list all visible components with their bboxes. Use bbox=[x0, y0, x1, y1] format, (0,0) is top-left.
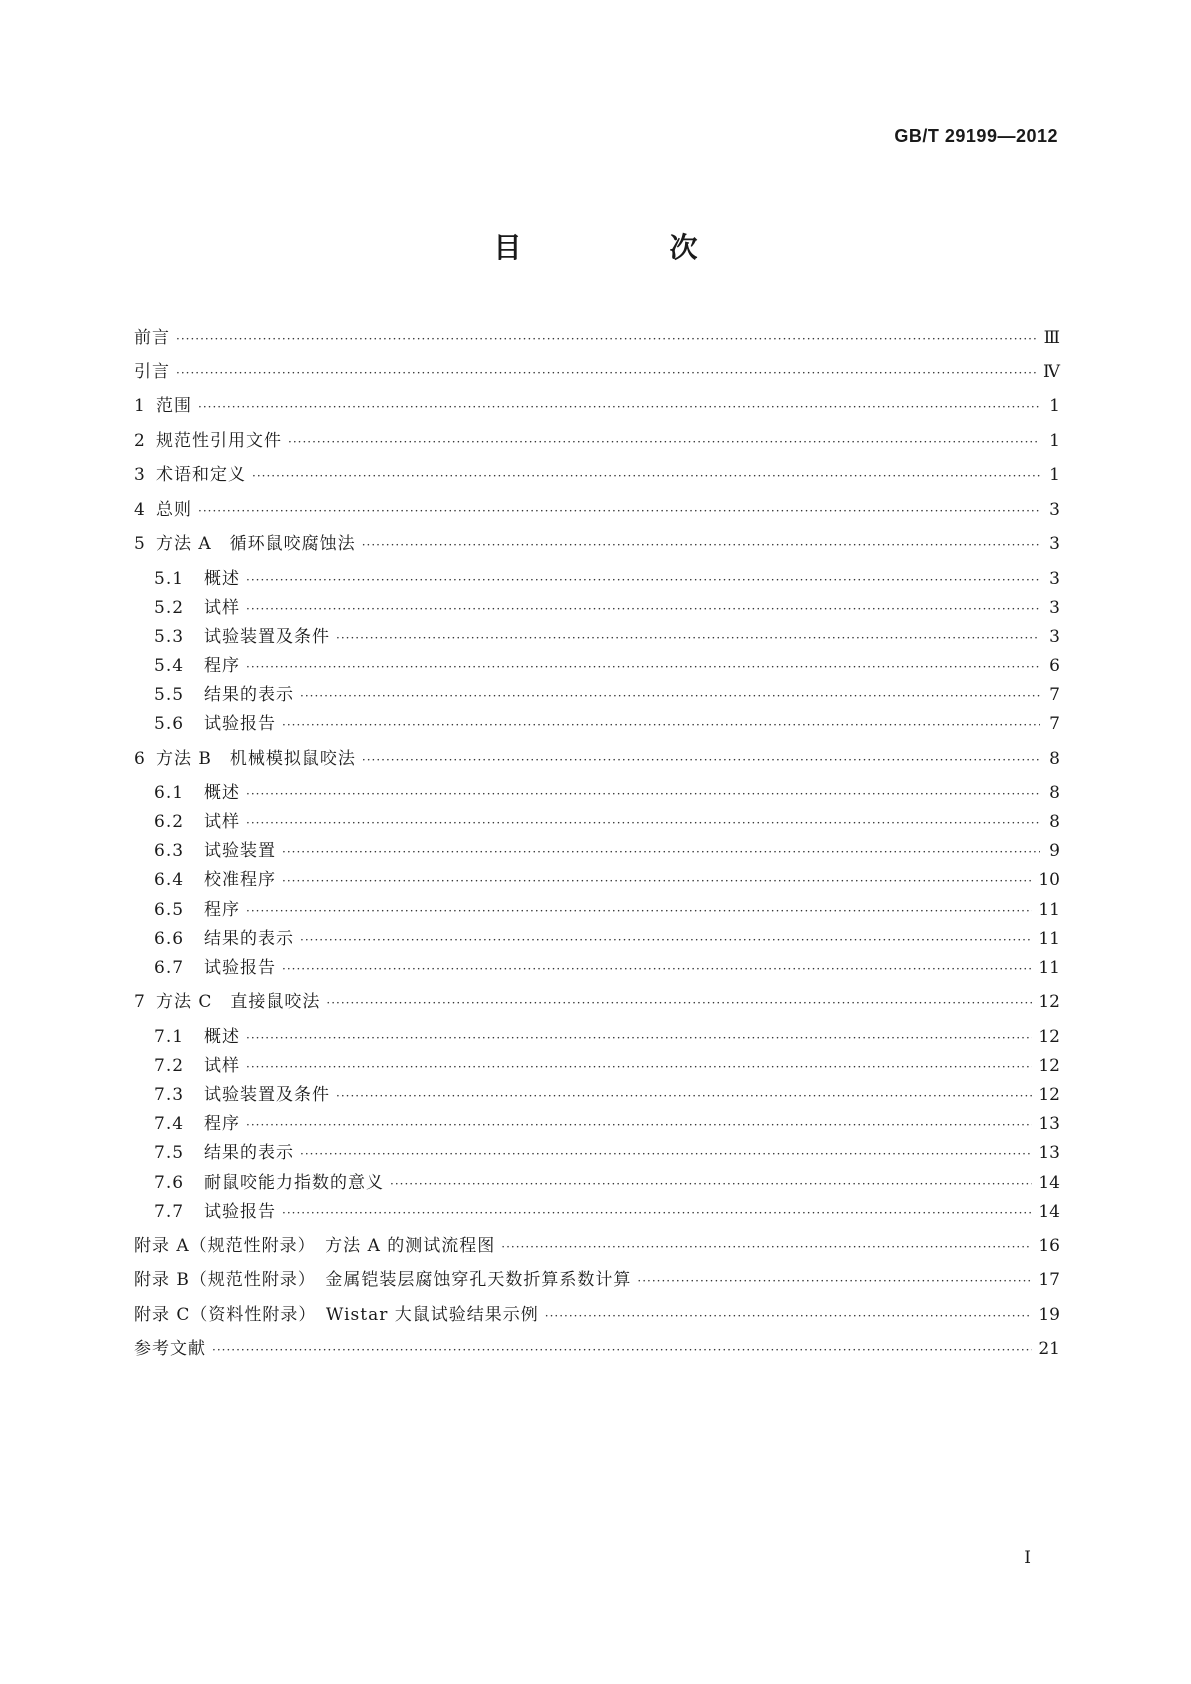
toc-entry[interactable] bbox=[154, 682, 1060, 708]
toc-entry-title: 方法 A 循环鼠咬腐蚀法 bbox=[156, 534, 356, 554]
dot-leader bbox=[300, 683, 1040, 709]
toc-entry-title: 试样 bbox=[204, 598, 240, 618]
toc-entry-page: 3 bbox=[1049, 534, 1060, 554]
toc-entry-title: 附录 A（规范性附录） 方法 A 的测试流程图 bbox=[134, 1236, 496, 1256]
toc-entry-label bbox=[154, 711, 282, 737]
toc-entry[interactable] bbox=[134, 393, 1060, 419]
toc-entry-title: 试验报告 bbox=[204, 714, 276, 734]
toc-entry-page: 3 bbox=[1049, 627, 1060, 647]
dot-leader bbox=[545, 1303, 1033, 1329]
toc-entry-label bbox=[154, 955, 282, 981]
toc-entry-label bbox=[154, 595, 246, 621]
toc-entry-number: 5 bbox=[134, 534, 146, 554]
dot-leader bbox=[176, 326, 1038, 352]
toc-entry-number: 5.4 bbox=[154, 656, 185, 676]
toc-entry-title: 试验报告 bbox=[204, 1202, 276, 1222]
toc-entry[interactable] bbox=[134, 1302, 1060, 1328]
standard-number: GB/T 29199—2012 bbox=[894, 126, 1058, 146]
toc-entry-page: 11 bbox=[1038, 929, 1060, 949]
toc-entry-page: 14 bbox=[1038, 1202, 1060, 1222]
toc-entry[interactable] bbox=[154, 624, 1060, 650]
toc-entry-page: 7 bbox=[1049, 685, 1060, 705]
toc-entry-page: 12 bbox=[1038, 992, 1060, 1012]
toc-entry-label bbox=[154, 653, 246, 679]
toc-entry[interactable] bbox=[154, 1140, 1060, 1166]
toc-entry-title: 结果的表示 bbox=[204, 685, 294, 705]
dot-leader bbox=[288, 429, 1040, 455]
toc-entry-number: 6.7 bbox=[154, 958, 185, 978]
toc-entry-page: 3 bbox=[1049, 500, 1060, 520]
toc-entry-title: 附录 B（规范性附录） 金属铠装层腐蚀穿孔天数折算系数计算 bbox=[134, 1270, 632, 1290]
toc-entry-page: 3 bbox=[1049, 569, 1060, 589]
toc-entry-title: 结果的表示 bbox=[204, 1143, 294, 1163]
toc-entry-title: 范围 bbox=[156, 396, 192, 416]
toc-entry-number: 7.4 bbox=[154, 1114, 185, 1134]
toc-entry-label bbox=[134, 1267, 637, 1293]
toc-entry[interactable] bbox=[134, 1267, 1060, 1293]
dot-leader bbox=[282, 956, 1032, 982]
toc-entry-title: 方法 B 机械模拟鼠咬法 bbox=[156, 749, 356, 769]
dot-leader bbox=[198, 498, 1040, 524]
toc-entry[interactable] bbox=[154, 955, 1060, 981]
toc-entry[interactable] bbox=[154, 1170, 1060, 1196]
toc-entry-page: 7 bbox=[1049, 714, 1060, 734]
toc-entry-number: 7.5 bbox=[154, 1143, 185, 1163]
toc-entry-title: 程序 bbox=[204, 656, 240, 676]
toc-entry-label bbox=[154, 926, 300, 952]
toc-entry-label bbox=[154, 897, 246, 923]
toc-entry-number: 5.2 bbox=[154, 598, 185, 618]
toc-entry-number: 4 bbox=[134, 500, 146, 520]
toc-entry-page: 1 bbox=[1049, 465, 1060, 485]
toc-entry-title: 前言 bbox=[134, 328, 170, 348]
toc-entry[interactable] bbox=[154, 1053, 1060, 1079]
toc-entry-number: 3 bbox=[134, 465, 146, 485]
toc-entry[interactable] bbox=[134, 428, 1060, 454]
toc-entry-number: 7.2 bbox=[154, 1056, 185, 1076]
page-number: Ⅰ bbox=[1024, 1548, 1031, 1568]
toc-entry-number: 5.6 bbox=[154, 714, 185, 734]
toc-entry[interactable] bbox=[154, 1024, 1060, 1050]
dot-leader bbox=[176, 360, 1037, 386]
dot-leader bbox=[362, 532, 1040, 558]
toc-entry-label bbox=[134, 1302, 545, 1328]
toc-entry[interactable] bbox=[154, 566, 1060, 592]
toc-entry-title: 总则 bbox=[156, 500, 192, 520]
dot-leader bbox=[390, 1171, 1032, 1197]
toc-entry-title: 参考文献 bbox=[134, 1339, 206, 1359]
toc-entry-label bbox=[154, 1111, 246, 1137]
toc-entry[interactable] bbox=[154, 595, 1060, 621]
toc-entry-page: 8 bbox=[1049, 783, 1060, 803]
dot-leader bbox=[362, 747, 1040, 773]
toc-entry-page: 8 bbox=[1049, 749, 1060, 769]
dot-leader bbox=[336, 1083, 1032, 1109]
toc-entry-number: 6 bbox=[134, 749, 146, 769]
toc-entry-label bbox=[134, 1233, 501, 1259]
toc-entry-page: 16 bbox=[1038, 1236, 1060, 1256]
dot-leader bbox=[246, 1054, 1032, 1080]
page-title: 目 次 bbox=[493, 231, 758, 264]
toc-entry-label bbox=[154, 838, 282, 864]
dot-leader bbox=[246, 810, 1040, 836]
dot-leader bbox=[198, 394, 1040, 420]
toc-entry-label bbox=[134, 359, 176, 385]
dot-leader bbox=[501, 1234, 1032, 1260]
toc-entry-label bbox=[154, 1140, 300, 1166]
toc-entry-label bbox=[134, 531, 362, 557]
toc-entry[interactable] bbox=[134, 746, 1060, 772]
dot-leader bbox=[282, 712, 1040, 738]
toc-entry-number: 7.1 bbox=[154, 1027, 185, 1047]
toc-entry-number: 7.3 bbox=[154, 1085, 185, 1105]
toc-entry[interactable] bbox=[154, 926, 1060, 952]
toc-entry-number: 7.6 bbox=[154, 1173, 185, 1193]
toc-entry-label bbox=[154, 1199, 282, 1225]
toc-entry-title: 试验装置 bbox=[204, 841, 276, 861]
toc-entry[interactable] bbox=[154, 809, 1060, 835]
toc-entry[interactable] bbox=[134, 359, 1060, 385]
dot-leader bbox=[246, 654, 1040, 680]
toc-entry-label bbox=[134, 428, 288, 454]
dot-leader bbox=[212, 1337, 1032, 1363]
toc-entry[interactable] bbox=[154, 867, 1060, 893]
toc-entry-title: 耐鼠咬能力指数的意义 bbox=[204, 1173, 384, 1193]
toc-entry[interactable] bbox=[134, 1336, 1060, 1362]
toc-entry-title: 规范性引用文件 bbox=[156, 431, 282, 451]
toc-entry-page: 10 bbox=[1038, 870, 1060, 890]
toc-entry-label bbox=[134, 989, 326, 1015]
toc-entry-title: 概述 bbox=[204, 783, 240, 803]
dot-leader bbox=[282, 1200, 1032, 1226]
toc-entry[interactable] bbox=[154, 711, 1060, 737]
dot-leader bbox=[246, 781, 1040, 807]
toc-entry-label bbox=[154, 1170, 390, 1196]
toc-entry-label bbox=[154, 566, 246, 592]
toc-entry[interactable] bbox=[134, 531, 1060, 557]
toc-entry-page: Ⅲ bbox=[1043, 328, 1060, 348]
dot-leader bbox=[336, 625, 1040, 651]
toc-entry[interactable] bbox=[154, 1111, 1060, 1137]
toc-entry-number: 6.4 bbox=[154, 870, 185, 890]
toc-entry-page: 12 bbox=[1038, 1027, 1060, 1047]
dot-leader bbox=[252, 463, 1040, 489]
toc-entry-page: 14 bbox=[1038, 1173, 1060, 1193]
toc-entry-page: 21 bbox=[1038, 1339, 1060, 1359]
toc-entry-number: 5.1 bbox=[154, 569, 185, 589]
toc-entry-page: 11 bbox=[1038, 900, 1060, 920]
toc-entry-title: 概述 bbox=[204, 1027, 240, 1047]
dot-leader bbox=[637, 1268, 1032, 1294]
toc-entry-label bbox=[154, 1024, 246, 1050]
toc-entry-label bbox=[134, 497, 198, 523]
toc-entry[interactable] bbox=[134, 462, 1060, 488]
dot-leader bbox=[300, 927, 1032, 953]
toc-entry-title: 试样 bbox=[204, 812, 240, 832]
toc-entry[interactable] bbox=[134, 1233, 1060, 1259]
toc-entry-title: 试验装置及条件 bbox=[204, 627, 330, 647]
toc-entry[interactable] bbox=[134, 497, 1060, 523]
toc-entry-title: 附录 C（资料性附录） Wistar 大鼠试验结果示例 bbox=[134, 1305, 539, 1325]
dot-leader bbox=[246, 1025, 1032, 1051]
toc-entry-page: 6 bbox=[1049, 656, 1060, 676]
toc-entry-title: 试验报告 bbox=[204, 958, 276, 978]
toc-entry-label bbox=[154, 682, 300, 708]
dot-leader bbox=[326, 990, 1032, 1016]
toc-entry-page: 13 bbox=[1038, 1114, 1060, 1134]
toc-entry-title: 结果的表示 bbox=[204, 929, 294, 949]
toc-entry-title: 程序 bbox=[204, 900, 240, 920]
dot-leader bbox=[246, 567, 1040, 593]
toc-entry-number: 6.5 bbox=[154, 900, 185, 920]
toc-entry-number: 6.3 bbox=[154, 841, 185, 861]
toc-entry-title: 试样 bbox=[204, 1056, 240, 1076]
toc-entry-title: 术语和定义 bbox=[156, 465, 246, 485]
dot-leader bbox=[282, 868, 1032, 894]
toc-entry-page: 11 bbox=[1038, 958, 1060, 978]
toc-entry-page: 19 bbox=[1038, 1305, 1060, 1325]
toc-entry-title: 试验装置及条件 bbox=[204, 1085, 330, 1105]
toc-entry-number: 7 bbox=[134, 992, 146, 1012]
dot-leader bbox=[282, 839, 1040, 865]
toc-entry-label bbox=[134, 462, 252, 488]
toc-entry-title: 校准程序 bbox=[204, 870, 276, 890]
toc-entry-page: 17 bbox=[1038, 1270, 1060, 1290]
toc-entry[interactable] bbox=[134, 325, 1060, 351]
toc-entry-page: 1 bbox=[1049, 431, 1060, 451]
toc-entry-label bbox=[134, 1336, 212, 1362]
toc-entry-number: 1 bbox=[134, 396, 146, 416]
toc-entry-number: 6.2 bbox=[154, 812, 185, 832]
toc-entry-number: 5.3 bbox=[154, 627, 185, 647]
dot-leader bbox=[300, 1141, 1032, 1167]
toc-entry-number: 6.6 bbox=[154, 929, 185, 949]
toc-entry[interactable] bbox=[154, 780, 1060, 806]
toc-entry-label bbox=[154, 1053, 246, 1079]
toc-entry-label bbox=[154, 809, 246, 835]
toc-entry-label bbox=[134, 325, 176, 351]
toc-entry-title: 程序 bbox=[204, 1114, 240, 1134]
toc-entry-page: 12 bbox=[1038, 1056, 1060, 1076]
toc-entry[interactable] bbox=[154, 1082, 1060, 1108]
toc-entry-page: 8 bbox=[1049, 812, 1060, 832]
toc-entry-page: 3 bbox=[1049, 598, 1060, 618]
toc-entry-title: 方法 C 直接鼠咬法 bbox=[156, 992, 321, 1012]
toc-entry[interactable] bbox=[134, 989, 1060, 1015]
toc-entry[interactable] bbox=[154, 897, 1060, 923]
toc-entry-title: 概述 bbox=[204, 569, 240, 589]
toc-entry-label bbox=[134, 393, 198, 419]
toc-entry-number: 5.5 bbox=[154, 685, 185, 705]
toc-entry-label bbox=[134, 746, 362, 772]
toc-entry-label bbox=[154, 780, 246, 806]
dot-leader bbox=[246, 1112, 1032, 1138]
toc-entry[interactable] bbox=[154, 653, 1060, 679]
toc-entry-page: Ⅳ bbox=[1043, 362, 1060, 382]
toc-entry-page: 1 bbox=[1049, 396, 1060, 416]
toc-entry-page: 13 bbox=[1038, 1143, 1060, 1163]
dot-leader bbox=[246, 596, 1040, 622]
toc-entry-page: 9 bbox=[1049, 841, 1060, 861]
toc-entry-number: 6.1 bbox=[154, 783, 185, 803]
toc-entry[interactable] bbox=[154, 838, 1060, 864]
toc-entry-title: 引言 bbox=[134, 362, 170, 382]
toc-entry-page: 12 bbox=[1038, 1085, 1060, 1105]
dot-leader bbox=[246, 898, 1032, 924]
toc-entry-label bbox=[154, 867, 282, 893]
toc-entry[interactable] bbox=[154, 1199, 1060, 1225]
toc-entry-label bbox=[154, 1082, 336, 1108]
toc-entry-label bbox=[154, 624, 336, 650]
toc-entry-number: 7.7 bbox=[154, 1202, 185, 1222]
toc-entry-number: 2 bbox=[134, 431, 146, 451]
